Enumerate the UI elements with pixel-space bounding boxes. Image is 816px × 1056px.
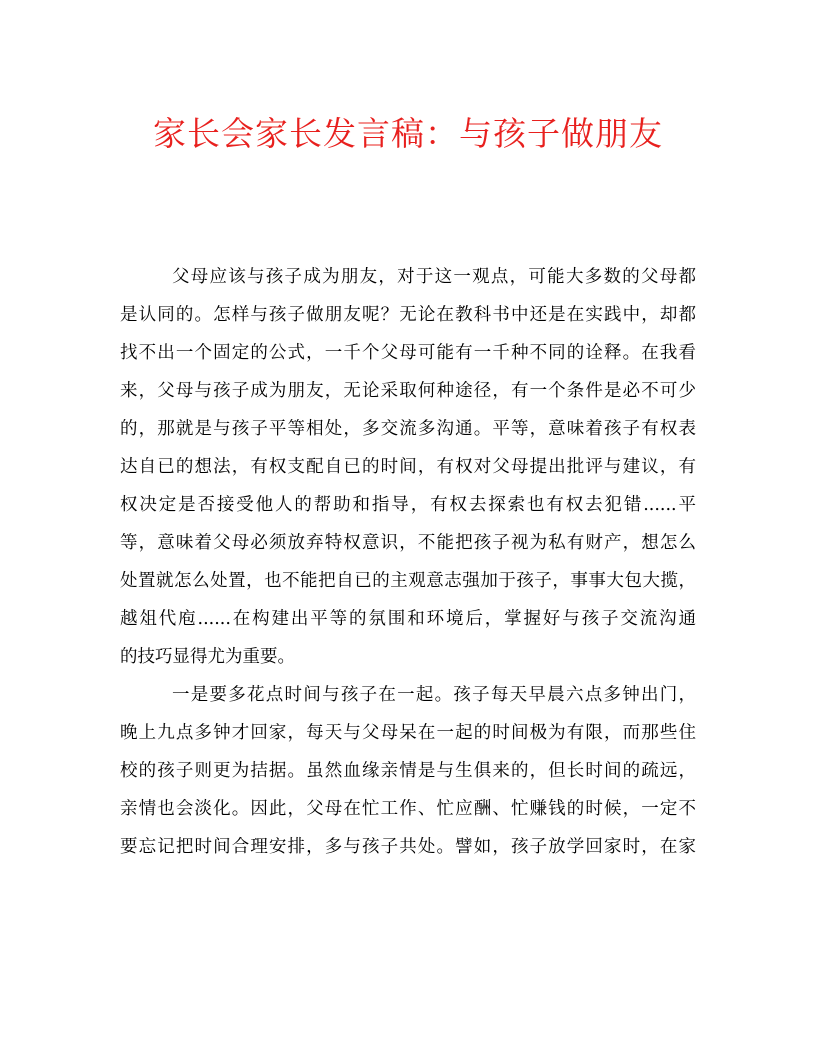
text-line: 找不出一个固定的公式，一千个父母可能有一千种不同的诠释。在我看 <box>120 343 696 363</box>
text-line: 越俎代庖......在构建出平等的氛围和环境后，掌握好与孩子交流沟通 <box>120 609 696 629</box>
text-line: 晚上九点多钟才回家，每天与父母呆在一起的时间极为有限，而那些住 <box>120 723 696 743</box>
text-line: 达自已的想法，有权支配自已的时间，有权对父母提出批评与建议，有 <box>120 457 696 477</box>
paragraph-spend-time <box>120 676 696 866</box>
text-line: 的技巧显得尤为重要。 <box>120 647 295 667</box>
text-line: 是认同的。怎样与孩子做朋友呢？无论在教科书中还是在实践中，却都 <box>120 305 696 325</box>
text-line: 亲情也会淡化。因此，父母在忙工作、忙应酬、忙赚钱的时候，一定不 <box>120 799 696 819</box>
text-line: 等，意味着父母必须放弃特权意识，不能把孩子视为私有财产，想怎么 <box>120 533 696 553</box>
paragraph-parents-as-friends <box>120 258 696 676</box>
text-line: 父母应该与孩子成为朋友，对于这一观点，可能大多数的父母都 <box>172 267 696 287</box>
text-line: 要忘记把时间合理安排，多与孩子共处。譬如，孩子放学回家时，在家 <box>120 837 696 857</box>
text-line: 一是要多花点时间与孩子在一起。孩子每天早晨六点多钟出门， <box>172 685 696 705</box>
text-line: 的，那就是与孩子平等相处，多交流多沟通。平等，意味着孩子有权表 <box>120 419 696 439</box>
text-line: 权决定是否接受他人的帮助和指导，有权去探索也有权去犯错......平 <box>120 495 696 515</box>
text-line: 处置就怎么处置，也不能把自已的主观意志强加于孩子，事事大包大揽， <box>120 571 696 591</box>
document-body <box>120 258 696 866</box>
document-title: 家长会家长发言稿：与孩子做朋友 <box>153 114 663 153</box>
text-line: 校的孩子则更为拮据。虽然血缘亲情是与生俱来的，但长时间的疏远， <box>120 761 696 781</box>
text-line: 来，父母与孩子成为朋友，无论采取何种途径，有一个条件是必不可少 <box>120 381 696 401</box>
